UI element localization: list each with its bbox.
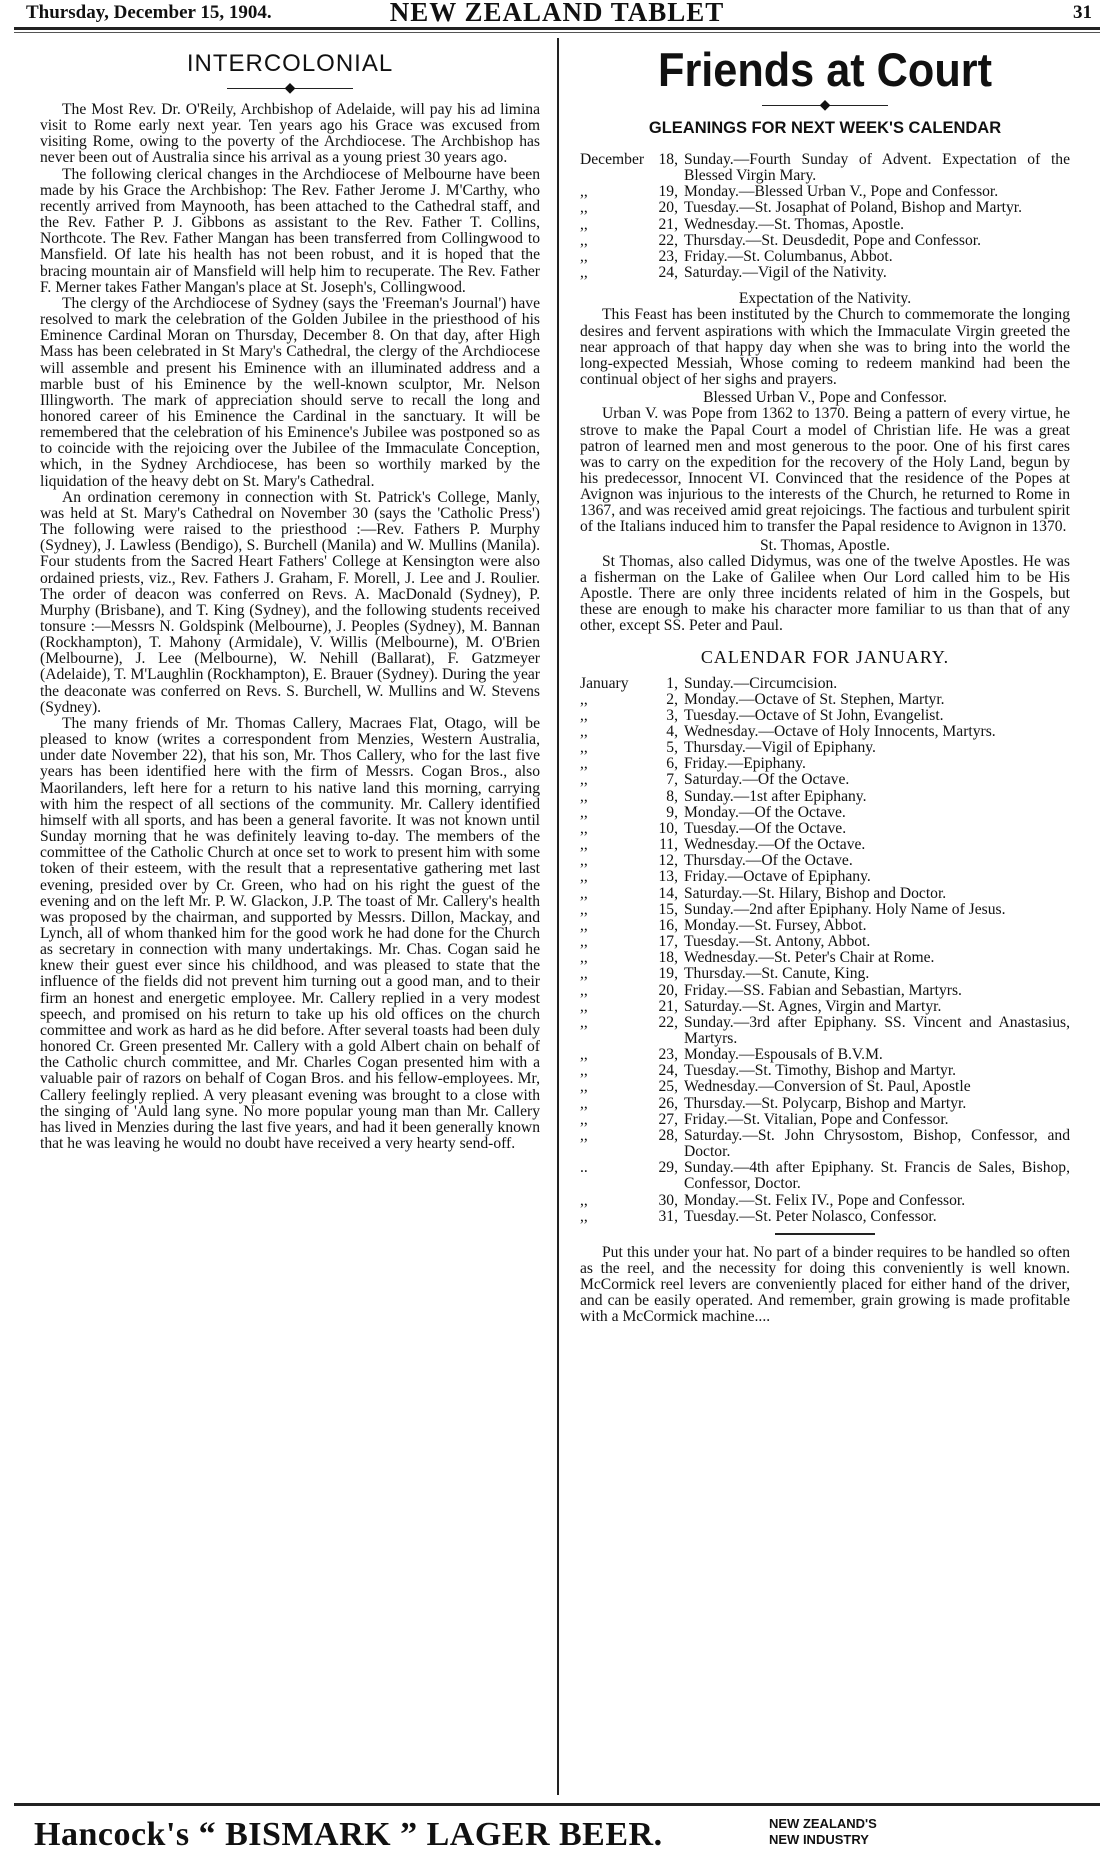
- calendar-entry: Sunday.—2nd after Epiphany. Holy Name of Jesus.: [684, 900, 1006, 918]
- column-divider: [557, 38, 559, 1795]
- calendar-day: 21,: [658, 215, 678, 233]
- friends-at-court-column: [580, 42, 1070, 1326]
- page-header: [0, 0, 1114, 26]
- calendar-month: December: [580, 151, 645, 168]
- note-title: Blessed Urban V., Pope and Confessor.: [703, 389, 947, 407]
- calendar-entry: Sunday.—4th after Epiphany. St. Francis de Sales, Bishop, Confessor, Doctor.: [684, 1159, 1070, 1193]
- calendar-entry: Saturday.—St. Agnes, Virgin and Martyr.: [684, 997, 942, 1015]
- calendar-row: [580, 724, 1070, 740]
- calendar-entry: Monday.—Blessed Urban V., Pope and Confessor.: [684, 183, 999, 201]
- calendar-row: [580, 1128, 1070, 1160]
- calendar-row: [580, 886, 1070, 902]
- calendar-entry: Saturday.—Vigil of the Nativity.: [684, 264, 887, 282]
- calendar-day: 11,: [659, 836, 678, 854]
- calendar-month: ,,: [580, 1191, 588, 1209]
- section-rule: [775, 1233, 875, 1235]
- calendar-entry: Monday.—Espousals of B.V.M.: [684, 1046, 883, 1064]
- calendar-row: [580, 966, 1070, 982]
- calendar-month: January: [580, 674, 629, 692]
- calendar-row: [580, 756, 1070, 772]
- calendar-day: 20,: [658, 981, 678, 999]
- calendar-row: [580, 1047, 1070, 1063]
- calendar-month: ,,: [580, 739, 588, 757]
- calendar-row: [580, 772, 1070, 788]
- calendar-entry: Sunday.—1st after Epiphany.: [684, 787, 867, 805]
- page-number: 31: [1073, 2, 1092, 23]
- header-rule-thin: [14, 32, 1100, 33]
- calendar-month: ,,: [580, 803, 588, 821]
- calendar-day: 23,: [658, 1046, 678, 1064]
- industry-tag: [769, 1816, 877, 1848]
- calendar-day: 18,: [658, 949, 678, 967]
- calendar-month: ,,: [580, 1062, 588, 1080]
- calendar-row: [580, 1079, 1070, 1095]
- calendar-day: 10,: [658, 819, 678, 837]
- calendar-day: 1,: [666, 674, 678, 692]
- calendar-entry: Wednesday.—St. Peter's Chair at Rome.: [684, 949, 935, 967]
- calendar-month: ,,: [580, 787, 588, 805]
- calendar-entry: Thursday.—St. Polycarp, Bishop and Martyr.: [684, 1094, 967, 1112]
- calendar-entry: Sunday.—Circumcision.: [684, 674, 838, 692]
- calendar-entry: Tuesday.—Octave of St John, Evangelist.: [684, 706, 944, 724]
- calendar-day: 19,: [658, 183, 678, 201]
- calendar-row: [580, 1160, 1070, 1192]
- calendar-month: ,,: [580, 900, 588, 918]
- calendar-month: ,,: [580, 183, 588, 201]
- calendar-entry: Wednesday.—Conversion of St. Paul, Apostle: [684, 1078, 971, 1096]
- industry-tag-line: NEW ZEALAND'S: [769, 1816, 877, 1831]
- calendar-day: 19,: [658, 965, 678, 983]
- calendar-day: 29,: [658, 1159, 678, 1177]
- calendar-entry: Tuesday.—Of the Octave.: [684, 819, 847, 837]
- calendar-row: [580, 918, 1070, 934]
- calendar-month: ..: [580, 1159, 588, 1177]
- calendar-month: ,,: [580, 723, 588, 740]
- calendar-day: 24,: [658, 264, 678, 282]
- calendar-entry: Saturday.—St. John Chrysostom, Bishop, Confessor, and Doctor.: [684, 1126, 1070, 1161]
- calendar-month: ,,: [580, 1110, 588, 1128]
- calendar-row: [580, 869, 1070, 885]
- calendar-month: ,,: [580, 771, 588, 789]
- calendar-day: 14,: [658, 884, 678, 902]
- week-calendar: [580, 152, 1070, 281]
- calendar-entry: Wednesday.—Octave of Holy Innocents, Martyrs.: [684, 723, 996, 740]
- calendar-day: 7,: [666, 771, 678, 789]
- calendar-month: ,,: [580, 852, 588, 870]
- calendar-entry: Monday.—Octave of St. Stephen, Martyr.: [684, 690, 945, 708]
- calendar-entry: Tuesday.—St. Peter Nolasco, Confessor.: [684, 1207, 937, 1225]
- calendar-row: [580, 853, 1070, 869]
- calendar-month: ,,: [580, 199, 588, 217]
- calendar-day: 4,: [666, 723, 678, 740]
- calendar-month: ,,: [580, 1207, 588, 1225]
- calendar-day: 17,: [658, 933, 678, 951]
- calendar-row: [580, 217, 1070, 233]
- calendar-day: 16,: [658, 916, 678, 934]
- calendar-row: [580, 249, 1070, 265]
- calendar-month: ,,: [580, 965, 588, 983]
- masthead: NEW ZEALAND TABLET: [389, 0, 725, 27]
- heading-ornament: ◆: [580, 99, 1070, 113]
- calendar-row: [580, 934, 1070, 950]
- calendar-month: ,,: [580, 264, 588, 282]
- calendar-day: 25,: [658, 1078, 678, 1096]
- calendar-day: 5,: [666, 739, 678, 757]
- calendar-day: 22,: [658, 1013, 678, 1031]
- calendar-row: [580, 902, 1070, 918]
- calendar-row: [580, 740, 1070, 756]
- note-paragraph: St Thomas, also called Didymus, was one of the twelve Apostles. He was a fisherman on the Lake of Galilee when Our Lord called him to be His Apostle. There are only three incidents related of him in the Gospels, but these are enough to make his character more familiar to us than that of any other, except SS. Peter and Paul.: [580, 552, 1070, 635]
- calendar-day: 30,: [658, 1191, 678, 1209]
- header-rule: [14, 27, 1100, 30]
- calendar-day: 23,: [658, 247, 678, 265]
- calendar-day: 12,: [658, 852, 678, 870]
- mccormick-advert: Put this under your hat. No part of a binder requires to be handled so often as the reel, and the necessity for doing this conveniently is well known. McCormick reel levers are conveniently placed for either hand of the driver, and can be easily operated. And remember, grain growing is made profitable with a McCormick machine....: [580, 1243, 1070, 1326]
- calendar-row: [580, 200, 1070, 216]
- calendar-row: [580, 983, 1070, 999]
- calendar-month: ,,: [580, 836, 588, 854]
- calendar-day: 22,: [658, 231, 678, 249]
- article-paragraph: An ordination ceremony in connection with St. Patrick's College, Manly, was held at St. Mary's Cathedral on November 30 (says the 'Catholic Press') The following were raised to the priesthood :—Rev. Fathers P. Murphy (Sydney), J. Lawless (Bendigo), S. Burchell (Manila) and W. Mullins (Manila). Four students from the Sacred Heart Fathers' College at Kensington were also ordained priests, viz., Rev. Fathers J. Graham, F. Morell, J. Lee and J. Roulier. The order of deacon was conferred on Revs. A. MacDonald (Sydney), P. Murphy (Brisbane), and T. King (Sydney), and the following students received tonsure :—Messrs N. Goldspink (Melbourne), J. Peoples (Sydney), M. Bannan (Rockhampton), T. Mahony (Armidale), V. Willis (Melbourne), M. O'Brien (Melbourne), J. Lee (Melbourne), W. Nehill (Ballarat), F. Gatzmeyer (Adelaide), T. M'Laughlin (Rockhampton), E. Brauer (Sydney). During the year the deaconate was conferred on Revs. S. Burchell, W. Mullins and W. Stevens (Sydney).: [40, 488, 540, 716]
- calendar-row: [580, 265, 1070, 281]
- calendar-month: ,,: [580, 819, 588, 837]
- heading-ornament: ◆: [40, 82, 540, 96]
- calendar-month: ,,: [580, 997, 588, 1015]
- calendar-month: ,,: [580, 755, 588, 773]
- calendar-day: 24,: [658, 1062, 678, 1080]
- calendar-month: ,,: [580, 916, 588, 934]
- calendar-row: [580, 1015, 1070, 1047]
- calendar-day: 28,: [658, 1126, 678, 1144]
- calendar-month: ,,: [580, 868, 588, 886]
- calendar-month: ,,: [580, 215, 588, 233]
- calendar-month: ,,: [580, 1046, 588, 1064]
- calendar-day: 21,: [658, 997, 678, 1015]
- calendar-month: ,,: [580, 1078, 588, 1096]
- calendar-entry: Monday.—St. Fursey, Abbot.: [684, 916, 867, 934]
- article-paragraph: The Most Rev. Dr. O'Reily, Archbishop of Adelaide, will pay his ad limina visit to Rome early next year. Ten years ago his Grace was excused from visiting Rome, owing to the poverty of the Archdiocese. The Archbishop has never been out of Australia since his arrival as a young priest 30 years ago.: [40, 101, 540, 167]
- calendar-entry: Sunday.—3rd after Epiphany. SS. Vincent and Anastasius, Martyrs.: [684, 1013, 1070, 1047]
- article-paragraph: The following clerical changes in the Archdiocese of Melbourne have been made by his Grace the Archbishop: The Rev. Father Jerome J. M'Carthy, who recently arrived from Maynooth, has been attached to the Cathedral staff, and the Rev. Father P. J. Gibbons as assistant to the Rev. Father T. Collins, Northcote. The Rev. Father Mangan has been transferred from Collingwood to Mansfield. Of late his health has not been robust, and it is hoped that the bracing mountain air of Mansfield will help him to recuperate. The Rev. Father F. Merner takes Father Mangan's place at St. Joseph's, Collingwood.: [40, 165, 540, 296]
- note-title: Expectation of the Nativity.: [738, 290, 912, 308]
- calendar-entry: Monday.—Of the Octave.: [684, 803, 846, 821]
- calendar-row: [580, 708, 1070, 724]
- calendar-row: [580, 805, 1070, 821]
- calendar-entry: Monday.—St. Felix IV., Pope and Confessor.: [684, 1191, 966, 1209]
- calendar-entry: Thursday.—St. Canute, King.: [684, 965, 870, 983]
- calendar-day: 3,: [666, 706, 678, 724]
- calendar-entry: Tuesday.—St. Timothy, Bishop and Martyr.: [684, 1062, 957, 1080]
- calendar-row: [580, 837, 1070, 853]
- calendar-month: ,,: [580, 1094, 588, 1112]
- footer-advert: [34, 1816, 1084, 1860]
- calendar-day: 13,: [658, 868, 678, 886]
- calendar-entry: Thursday.—Of the Octave.: [684, 852, 853, 870]
- calendar-day: 2,: [666, 690, 678, 708]
- intercolonial-column: [40, 42, 540, 1152]
- calendar-entry: Wednesday.—Of the Octave.: [684, 836, 866, 854]
- calendar-day: 8,: [666, 787, 678, 805]
- january-calendar: [580, 676, 1070, 1225]
- calendar-entry: Friday.—Epiphany.: [684, 755, 806, 773]
- calendar-day: 9,: [666, 803, 678, 821]
- calendar-entry: Wednesday.—St. Thomas, Apostle.: [684, 215, 905, 233]
- issue-date: Thursday, December 15, 1904.: [26, 2, 272, 23]
- note-paragraph: This Feast has been instituted by the Church to commemorate the longing desires and fervent aspirations with which the Immaculate Virgin greeted the near approach of that happy day when she was to bring into the world the long-expected Messiah, Whose coming to redeem mankind had been the continual object of her sighs and prayers.: [580, 306, 1070, 389]
- calendar-entry: Saturday.—Of the Octave.: [684, 771, 850, 789]
- calendar-day: 6,: [666, 755, 678, 773]
- calendar-row: [580, 692, 1070, 708]
- section-heading-friends-at-court: Friends at Court: [658, 43, 992, 96]
- calendar-day: 15,: [658, 900, 678, 918]
- calendar-row: [580, 233, 1070, 249]
- section-heading-intercolonial: INTERCOLONIAL: [186, 50, 394, 77]
- calendar-entry: Thursday.—Vigil of Epiphany.: [684, 739, 876, 757]
- calendar-month: ,,: [580, 933, 588, 951]
- calendar-month: ,,: [580, 884, 588, 902]
- calendar-month: ,,: [580, 1126, 588, 1144]
- calendar-entry: Sunday.—Fourth Sunday of Advent. Expectation of the Blessed Virgin Mary.: [684, 151, 1070, 185]
- article-paragraph: The clergy of the Archdiocese of Sydney (says the 'Freeman's Journal') have resolved to mark the celebration of the Golden Jubilee in the priesthood of his Eminence Cardinal Moran on Thursday, December 8. On that day, after High Mass has been celebrated in St Mary's Cathedral, the clergy of the Archdiocese will assemble and present his Eminence with an illuminated address and a marble bust of his Eminence by the well-known sculptor, Mr. Nelson Illingworth. The mark of appreciation should serve to recall the long and honored career of his Eminence the Cardinal in the sanctuary. It will be remembered that the celebration of his Eminence's Jubilee was postponed so as to coincide with the rejoicing over the Jubilee of the Immaculate Conception, which, in the Sydney Archdiocese, has been so worthily marked by the liquidation of the heavy debt on St. Mary's Cathedral.: [40, 294, 540, 490]
- calendar-row: [580, 676, 1070, 692]
- calendar-month: ,,: [580, 247, 588, 265]
- note-paragraph: Urban V. was Pope from 1362 to 1370. Being a pattern of every virtue, he strove to make the Papal Court a model of Christian life. He was a great patron of learned men and most generous to the poor. One of his first cares was to carry on the expedition for the recovery of the Holy Land, begun by his predecessor, Innocent VI. Convinced that the residence of the Popes at Avignon was injurious to the interests of the Church, he returned to Rome in 1367, and was received amid great rejoicings. The factious and turbulent spirit of the Italians induced him to transfer the Papal residence to Avignon in 1370.: [580, 405, 1070, 536]
- calendar-row: [580, 999, 1070, 1015]
- calendar-row: [580, 1063, 1070, 1079]
- industry-tag-line: NEW INDUSTRY: [769, 1832, 869, 1847]
- calendar-month: ,,: [580, 706, 588, 724]
- calendar-entry: Tuesday.—St. Antony, Abbot.: [684, 933, 871, 951]
- calendar-month: ,,: [580, 690, 588, 708]
- calendar-day: 20,: [658, 199, 678, 217]
- calendar-month: ,,: [580, 1013, 588, 1031]
- calendar-entry: Friday.—SS. Fabian and Sebastian, Martyrs.: [684, 981, 962, 999]
- calendar-entry: Friday.—Octave of Epiphany.: [684, 868, 871, 886]
- calendar-row: [580, 789, 1070, 805]
- calendar-entry: Friday.—St. Vitalian, Pope and Confessor.: [684, 1110, 949, 1128]
- calendar-subheading: GLEANINGS FOR NEXT WEEK'S CALENDAR: [648, 119, 1002, 137]
- calendar-row: [580, 152, 1070, 184]
- calendar-entry: Saturday.—St. Hilary, Bishop and Doctor.: [684, 884, 947, 902]
- calendar-entry: Thursday.—St. Deusdedit, Pope and Confessor.: [684, 231, 981, 249]
- calendar-row: [580, 950, 1070, 966]
- note-title: St. Thomas, Apostle.: [759, 536, 891, 554]
- calendar-row: [580, 1193, 1070, 1209]
- calendar-month: ,,: [580, 949, 588, 967]
- calendar-month: ,,: [580, 981, 588, 999]
- calendar-day: 31,: [658, 1207, 678, 1225]
- calendar-day: 26,: [658, 1094, 678, 1112]
- footer-rule: [14, 1803, 1100, 1806]
- calendar-row: [580, 821, 1070, 837]
- calendar-day: 18,: [658, 151, 678, 168]
- calendar-month: ,,: [580, 231, 588, 249]
- lager-beer-banner: Hancock's “ BISMARK ” LAGER BEER.: [34, 1816, 663, 1853]
- january-calendar-heading: CALENDAR FOR JANUARY.: [700, 646, 950, 667]
- calendar-entry: Friday.—St. Columbanus, Abbot.: [684, 247, 893, 265]
- calendar-day: 27,: [658, 1110, 678, 1128]
- calendar-row: [580, 1112, 1070, 1128]
- calendar-row: [580, 1096, 1070, 1112]
- calendar-entry: Tuesday.—St. Josaphat of Poland, Bishop and Martyr.: [684, 199, 1023, 217]
- calendar-row: [580, 1209, 1070, 1225]
- article-paragraph: The many friends of Mr. Thomas Callery, Macraes Flat, Otago, will be pleased to know (writes a correspondent from Menzies, Western Australia, under date November 22), that his son, Mr. Thos Callery, who for the last five years has been identified here with the firm of Messrs. Cogan Bros., also Maorilanders, left here for a return to his native land this morning, carrying with him the respect of all sections of the community. Mr. Callery identified himself with all sports, and has been a general favorite. It was not known until Sunday morning that he was definitely leaving to-day. The members of the committee of the Catholic Church at once set to work to present him with some token of their esteem, with the result that a representative gathering met last evening, presided over by Cr. Green, who had on his right the guest of the evening and on the left Mr. P. W. Glackon, J.P. The toast of Mr. Callery's health was proposed by the chairman, and supported by Messrs. Dillon, Mackay, and Lynch, all of whom thanked him for the good work he had done for the Church as secretary in connection with many undertakings. Mr. Chas. Cogan said he knew their guest ever since his childhood, and was pleased to state that the influence of the fields did not prevent him turning out a good man, and to their firm an honest and energetic employee. Mr. Callery replied in a very modest speech, and promised on his return to take up his old offices on the church committee and work as hard as he did before. After several toasts had been duly honored Cr. Green presented Mr. Callery with a gold Albert chain on behalf of the Catholic church committee, and Mr. Charles Cogan presented him with a valuable pair of razors on behalf of Cogan Bros. and his fellow-employees. Mr, Callery feelingly replied. A very pleasant evening was brought to a close with the singing of 'Auld lang syne. No more popular young man than Mr. Callery has lived in Menzies during the last five years, and had it been generally known that he was leaving he would no doubt have received a very hearty send-off.: [40, 714, 540, 1152]
- calendar-row: [580, 184, 1070, 200]
